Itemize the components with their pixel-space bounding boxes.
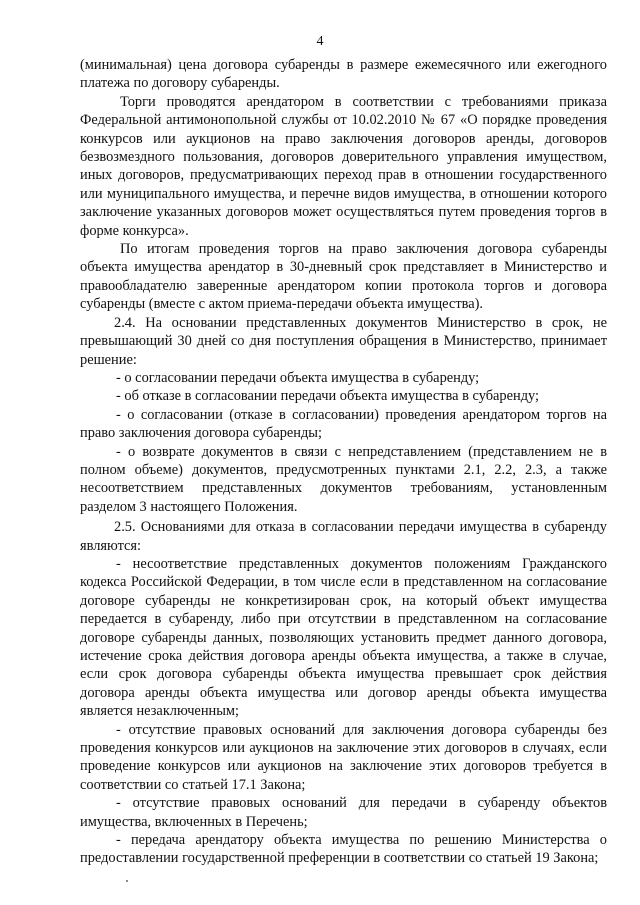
page-number: 4 [316,34,324,49]
paragraph-section-2-5: 2.5. Основаниями для отказа в согласовании передачи имущества в субаренду являются: [80,519,607,554]
list-item-no-legal-basis-list: - отсутствие правовых оснований для передачи в субаренду объектов имущества, включенных в Перечень; [80,795,607,830]
list-item-civil-code-mismatch: - несоответствие представленных документов положениям Гражданского кодекса Российской Федерации, в том числе если в представленном на согласование договоре субаренды не конкретизирован срок, на который объект имущества передается в субаренду, либо при отсутствии в представленном на согласование договоре субаренды данных, позволяющих установить предмет данного договора, истечение срока действия договора аренды объекта имущества, а также в случае, если срок договора субаренды объекта имущества превышает срок действия договора аренды объекта имущества или договор аренды объекта имущества является незаключенным; [80,555,607,720]
paragraph-auction-results: По итогам проведения торгов на право заключения договора субаренды объекта имущества арендатор в 30-дневный срок представляет в Министерство и правообладателю заверенные арендатором копии протокола торгов и договора субаренды (вместе с актом приема-передачи объекта имущества). [80,241,607,313]
paragraph-section-2-4: 2.4. На основании представленных документов Министерство в срок, не превышающий 30 дней со дня поступления обращения в Министерство, принимает решение: [80,314,607,368]
list-item-approve-auction: - о согласовании (отказе в согласовании) проведения арендатором торгов на право заключения договора субаренды; [80,406,607,442]
list-item-state-preference: - передача арендатору объекта имущества по решению Министерства о предоставлении государственной преференции в соответствии со статьей 19 Закона; [80,832,607,867]
document-body [80,56,607,868]
paragraph-auction-rules: Торги проводятся арендатором в соответствии с требованиями приказа Федеральной антимонопольной службы от 10.02.2010 № 67 «О порядке проведения конкурсов или аукционов на право заключения договоров аренды, договоров безвозмездного пользования, договоров доверительного управления имуществом, иных договоров, предусматривающих переход прав в отношении государственного или муниципального имущества, и перечне видов имущества, в отношении которого заключение указанных договоров может осуществляться путем проведения торгов в форме конкурса». [80,93,607,239]
list-item-refuse-transfer: - об отказе в согласовании передачи объекта имущества в субаренду; [116,388,540,405]
paragraph-min-price: (минимальная) цена договора субаренды в размере ежемесячного или ежегодного платежа по договору субаренды. [80,57,607,92]
list-item-approve-transfer: - о согласовании передачи объекта имущества в субаренду; [116,369,480,386]
list-item-return-documents: - о возврате документов в связи с непредставлением (представлением не в полном объеме) документов, предусмотренных пунктами 2.1, 2.2, 2.3, а также несоответствием представленных документов требованиям, установленным разделом 3 настоящего Положения. [80,443,607,515]
list-item-no-legal-basis-auction: - отсутствие правовых оснований для заключения договора субаренды без проведения конкурсов или аукционов на заключение этих договоров в случаях, если проведение конкурсов или аукционов на заключение этих договоров требуется в соответствии со статьей 17.1 Закона; [80,721,607,793]
scan-speck [126,880,128,882]
